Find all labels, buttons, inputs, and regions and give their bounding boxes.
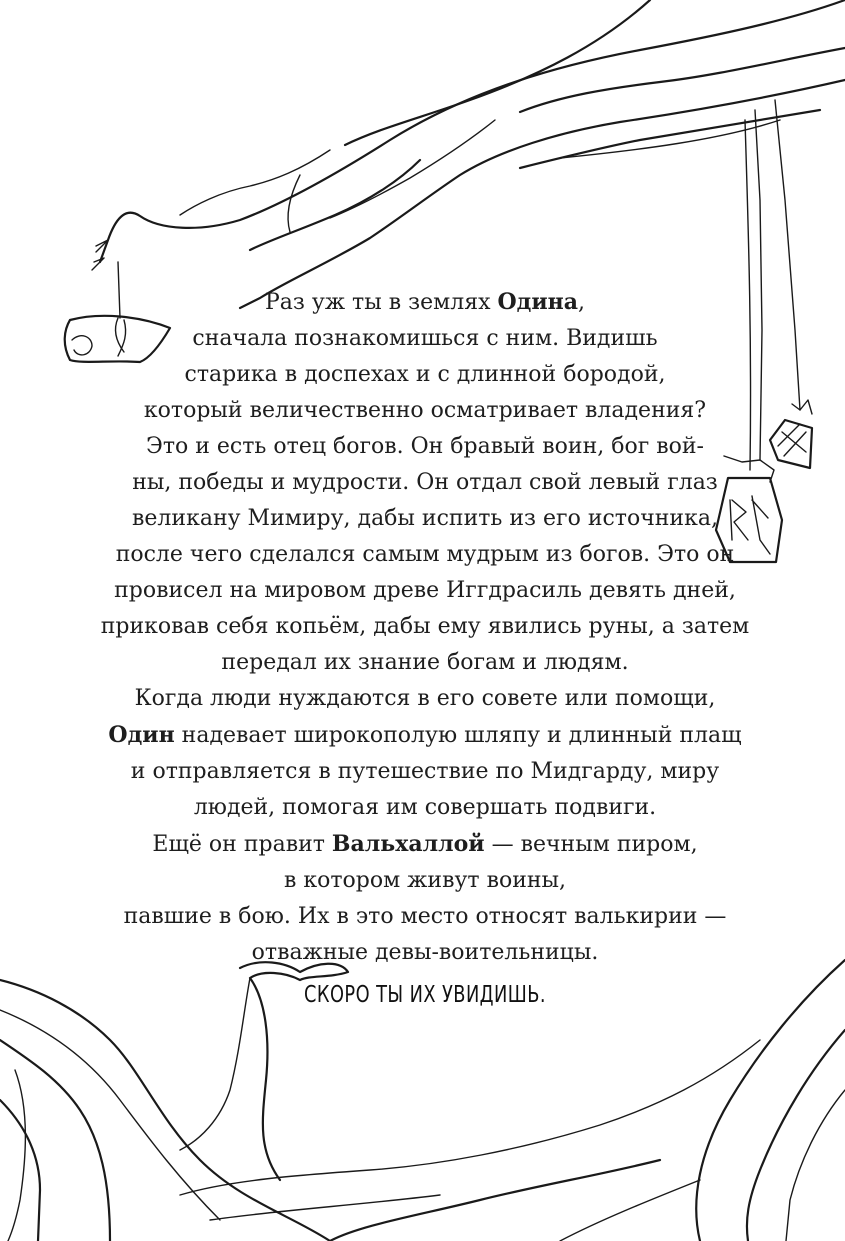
text-line: ны, победы и мудрости. Он отдал свой левый глаз xyxy=(132,470,718,495)
text-line: Когда люди нуждаются в его совете или помощи, xyxy=(134,686,716,711)
text-line: старика в доспехах и с длинной бородой, xyxy=(184,362,666,387)
text-fragment: Раз уж ты в землях xyxy=(264,290,498,315)
text-line: после чего сделался самым мудрым из богов. Это он xyxy=(115,542,735,567)
text-line: сначала познакомишься с ним. Видишь xyxy=(192,326,658,351)
text-line: людей, помогая им совершать подвиги. xyxy=(193,795,657,820)
text-fragment: — вечным пиром, xyxy=(484,832,698,857)
valhalla-name-bold: Вальхаллой xyxy=(331,831,485,857)
tagline: СКОРО ТЫ ИХ УВИДИШЬ. xyxy=(304,982,546,1008)
text-line xyxy=(95,717,755,754)
text-fragment: Ещё он правит xyxy=(152,832,332,857)
text-fragment: надевает широкополую шляпу и длинный плащ xyxy=(174,723,742,748)
text-line: приковав себя копьём, дабы ему явились руны, а затем xyxy=(100,614,750,639)
text-line: Это и есть отец богов. Он бравый воин, бог вой- xyxy=(146,434,704,459)
story-text xyxy=(95,284,755,1013)
text-line: павшие в бою. Их в это место относят валькирии — xyxy=(123,904,727,929)
text-line: и отправляется в путешествие по Мидгарду, миру xyxy=(130,759,720,784)
text-line xyxy=(95,826,755,863)
odin-name-bold: Одина xyxy=(497,289,579,315)
text-line: провисел на мировом древе Иггдрасиль девять дней, xyxy=(114,578,736,603)
text-line: великану Мимиру, дабы испить из его источника, xyxy=(132,506,718,531)
text-line: который величественно осматривает владения? xyxy=(143,398,707,423)
text-line: отважные девы-воительницы. xyxy=(251,940,599,965)
text-line: в котором живут воины, xyxy=(283,868,567,893)
text-fragment: , xyxy=(578,290,586,315)
text-line: передал их знание богам и людям. xyxy=(221,650,629,675)
text-line xyxy=(95,284,755,321)
odin-name-bold: Один xyxy=(108,722,175,748)
